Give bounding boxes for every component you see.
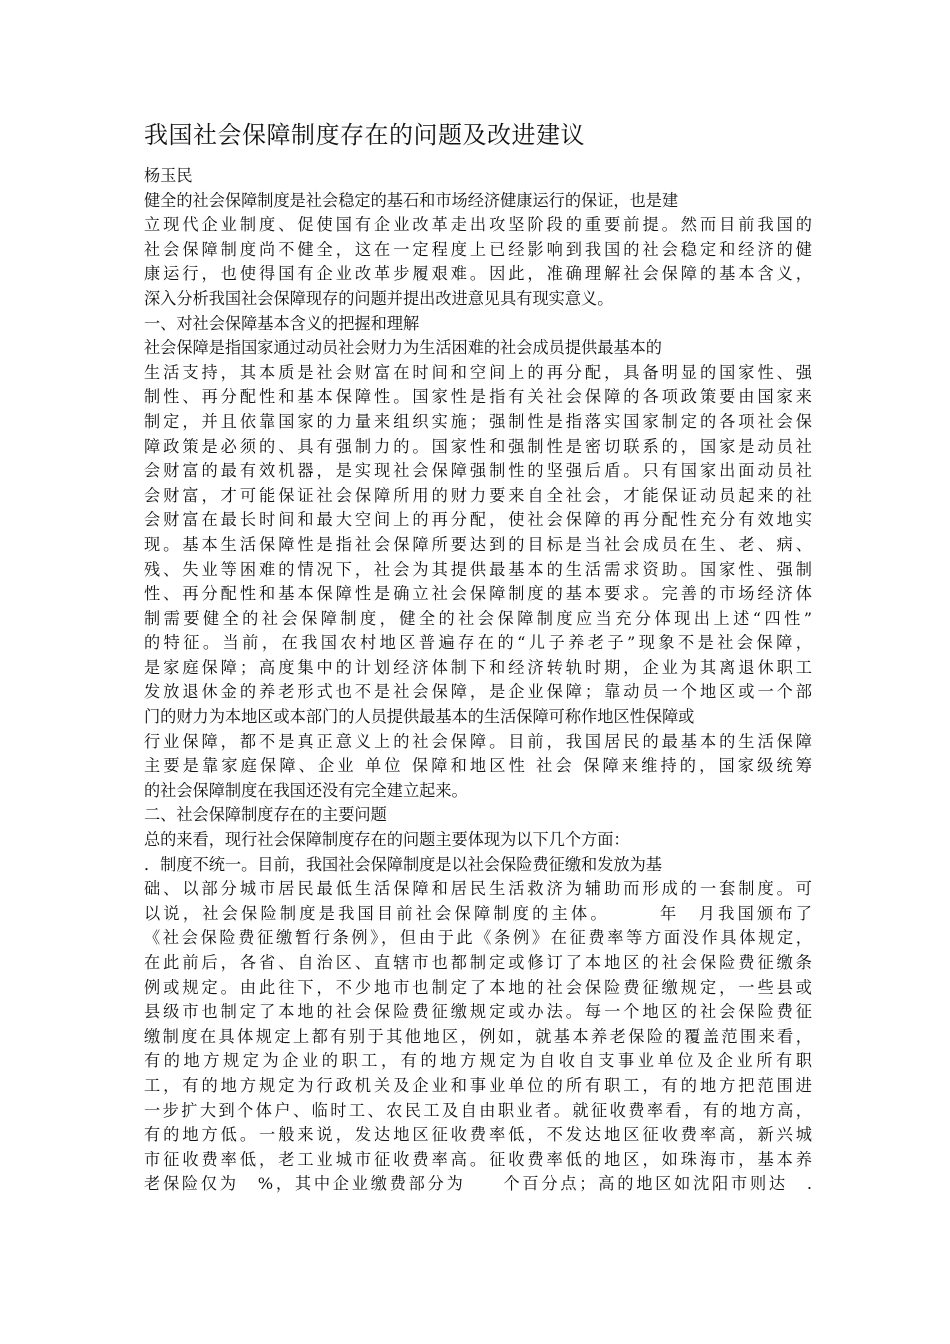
text-line: 市征收费率低，老工业城市征收费率高。征收费率低的地区，如珠海市，基本养 xyxy=(144,1149,812,1169)
text-line: 《社会保险费征缴暂行条例》，但由于此《条例》在征费率等方面没作具体规定， xyxy=(144,928,812,948)
text-line: 县级市也制定了本地的社会保险费征缴规定或办法。每一个地区的社会保险费征 xyxy=(144,1002,812,1022)
text-line: 的特征。当前，在我国农村地区普遍存在的“儿子养老子”现象不是社会保障， xyxy=(144,633,812,653)
text-line: 障政策是必须的、具有强制力的。国家性和强制性是密切联系的，国家是动员社 xyxy=(144,436,812,456)
text-line: ．制度不统一。目前，我国社会保障制度是以社会保险费征缴和发放为基 xyxy=(144,854,662,874)
text-line: 门的财力为本地区或本部门的人员提供最基本的生活保障可称作地区性保障或 xyxy=(144,707,695,727)
text-line: 在此前后，各省、自治区、直辖市也都制定或修订了本地区的社会保险费征缴条 xyxy=(144,953,812,972)
text-line: 制性、再分配性和基本保障性。国家性是指有关社会保障的各项政策要由国家来 xyxy=(144,387,812,407)
text-line: 主要是靠家庭保障、企业 单位 保障和地区性 社会 保障来维持的，国家级统筹 xyxy=(144,756,812,776)
text-line: 社会保障是指国家通过动员社会财力为生活困难的社会成员提供最基本的 xyxy=(144,338,662,358)
text-line: 的社会保障制度在我国还没有完全建立起来。 xyxy=(144,780,468,800)
author-name: 杨玉民 xyxy=(144,166,193,185)
text-line: 发放退休金的养老形式也不是社会保障，是企业保障；靠动员一个地区或一个部 xyxy=(144,682,812,702)
text-line: 是家庭保障；高度集中的计划经济体制下和经济转轨时期，企业为其离退休职工 xyxy=(144,657,812,677)
text-line: 会财富，才可能保证社会保障所用的财力要来自全社会，才能保证动员起来的社 xyxy=(144,485,812,505)
text-line: 总的来看，现行社会保障制度存在的问题主要体现为以下几个方面： xyxy=(144,830,630,850)
text-line: 康运行，也使得国有企业改革步履艰难。因此，准确理解社会保障的基本含义， xyxy=(144,264,812,284)
text-line: 制需要健全的社会保障制度，健全的社会保障制度应当充分体现出上述“四性” xyxy=(144,608,812,628)
text-line: 行业保障，都不是真正意义上的社会保障。目前，我国居民的最基本的生活保障 xyxy=(144,731,812,751)
text-line: 会财富的最有效机器，是实现社会保障强制性的坚强后盾。只有国家出面动员社 xyxy=(144,461,812,481)
text-line: 深入分析我国社会保障现存的问题并提出改进意见具有现实意义。 xyxy=(144,288,614,308)
text-line: 立现代企业制度、促使国有企业改革走出攻坚阶段的重要前提。然而目前我国的 xyxy=(144,215,812,235)
document-title: 我国社会保障制度存在的问题及改进建议 xyxy=(144,121,585,149)
text-line: 例或规定。由此往下，不少地市也制定了本地的社会保险费征缴规定，一些县或 xyxy=(144,977,812,997)
text-line: 一步扩大到个体户、临时工、农民工及自由职业者。就征收费率看，有的地方高， xyxy=(144,1100,812,1120)
text-line: 生活支持，其本质是社会财富在时间和空间上的再分配，具备明显的国家性、强 xyxy=(144,362,812,382)
document-body xyxy=(144,189,812,1197)
text-line: 缴制度在具体规定上都有别于其他地区，例如，就基本养老保险的覆盖范围来看， xyxy=(144,1026,812,1046)
text-line: 健全的社会保障制度是社会稳定的基石和市场经济健康运行的保证，也是建 xyxy=(144,190,679,210)
text-line: 础、以部分城市居民最低生活保障和居民生活救济为辅助而形成的一套制度。可 xyxy=(144,879,812,899)
text-line: 残、失业等困难的情况下，社会为其提供最基本的生活需求资助。国家性、强制 xyxy=(144,559,812,579)
text-line: 以说，社会保险制度是我国目前社会保障制度的主体。 年 月我国颁布了 xyxy=(144,903,812,923)
text-line: 老保险仅为 %，其中企业缴费部分为 个百分点；高的地区如沈阳市则达 . xyxy=(144,1174,812,1194)
text-line: 会财富在最长时间和最大空间上的再分配，使社会保障的再分配性充分有效地实 xyxy=(144,510,812,530)
text-line: 一、对社会保障基本含义的把握和理解 xyxy=(144,313,420,333)
text-line: 社会保障制度尚不健全，这在一定程度上已经影响到我国的社会稳定和经济的健 xyxy=(144,239,812,259)
document-page xyxy=(144,118,812,1197)
text-line: 现。基本生活保障性是指社会保障所要达到的目标是当社会成员在生、老、病、 xyxy=(144,534,812,554)
text-line: 制定，并且依靠国家的力量来组织实施；强制性是指落实国家制定的各项社会保 xyxy=(144,411,812,431)
text-line: 有的地方规定为企业的职工，有的地方规定为自收自支事业单位及企业所有职 xyxy=(144,1051,812,1071)
text-line: 性、再分配性和基本保障性是确立社会保障制度的基本要求。完善的市场经济体 xyxy=(144,584,812,604)
text-line: 有的地方低。一般来说，发达地区征收费率低，不发达地区征收费率高，新兴城 xyxy=(144,1125,812,1145)
text-line: 工，有的地方规定为行政机关及企业和事业单位的所有职工，有的地方把范围进 xyxy=(144,1075,812,1095)
text-line: 二、社会保障制度存在的主要问题 xyxy=(144,805,387,825)
